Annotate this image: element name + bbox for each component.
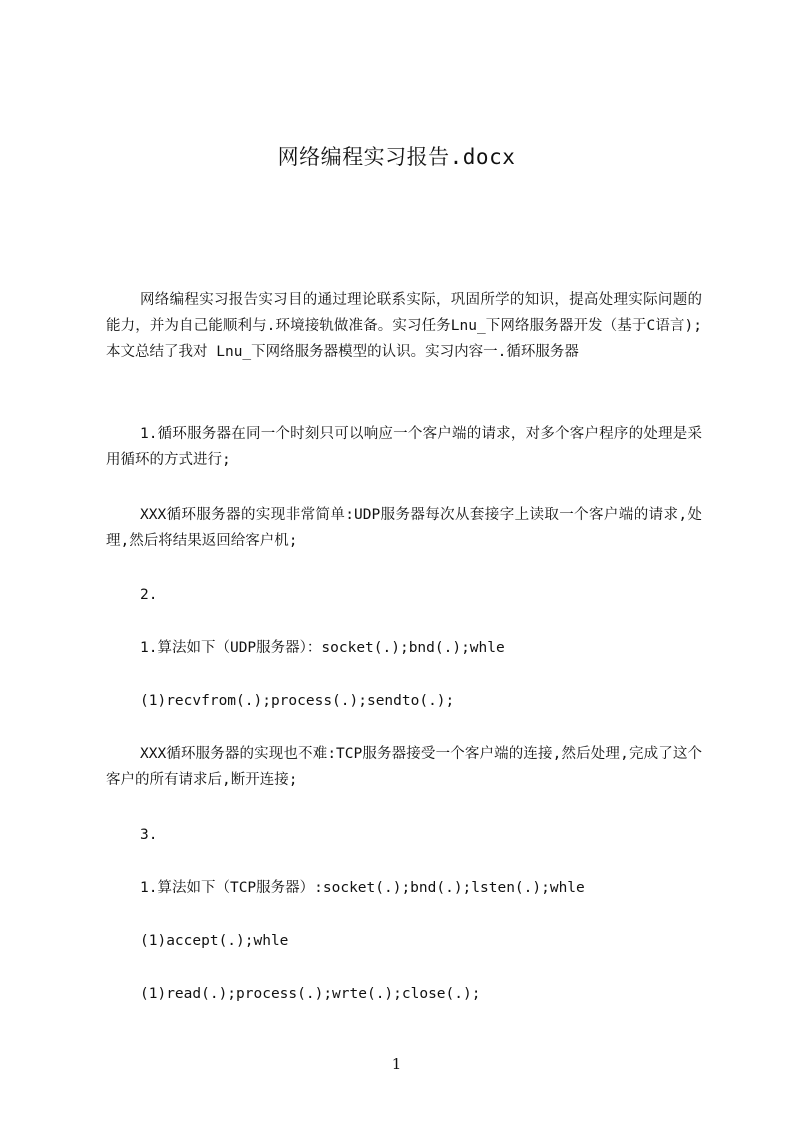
paragraph-tcp-loop-body: (1)read(.);process(.);wrte(.);close(.); <box>140 986 481 1002</box>
paragraph-udp-loop-body: (1)recvfrom(.);process(.);sendto(.); <box>140 693 455 709</box>
paragraph-loop-server: 1.循环服务器在同一个时刻只可以响应一个客户端的请求，对多个客户程序的处理是采用循环的方式进行; <box>106 426 702 468</box>
paragraph-intro: 网络编程实习报告实习目的通过理论联系实际，巩固所学的知识，提高处理实际问题的能力，并为自己能顺利与.环境接轨做准备。实习任务Lnu_下网络服务器开发（基于C语言);本文总结了我对 Lnu_下网络服务器模型的认识。实习内容一.循环服务器 <box>106 292 702 360</box>
paragraph-udp-implementation: XXX循环服务器的实现非常简单:UDP服务器每次从套接字上读取一个客户端的请求,处理,然后将结果返回给客户机; <box>106 507 702 549</box>
paragraph-tcp-algorithm: 1.算法如下（TCP服务器）:socket(.);bnd(.);lsten(.);whle <box>140 880 585 896</box>
paragraph-tcp-implementation: XXX循环服务器的实现也不难:TCP服务器接受一个客户端的连接,然后处理,完成了这个客户的所有请求后,断开连接; <box>106 746 702 788</box>
page-number: 1 <box>391 1055 402 1073</box>
paragraph-tcp-accept: (1)accept(.);whle <box>140 933 289 949</box>
paragraph-number-2: 2. <box>140 587 158 603</box>
paragraph-number-3: 3. <box>140 827 158 843</box>
document-title: 网络编程实习报告.docx <box>277 145 516 169</box>
paragraph-udp-algorithm: 1.算法如下（UDP服务器）：socket(.);bnd(.);whle <box>140 640 505 656</box>
